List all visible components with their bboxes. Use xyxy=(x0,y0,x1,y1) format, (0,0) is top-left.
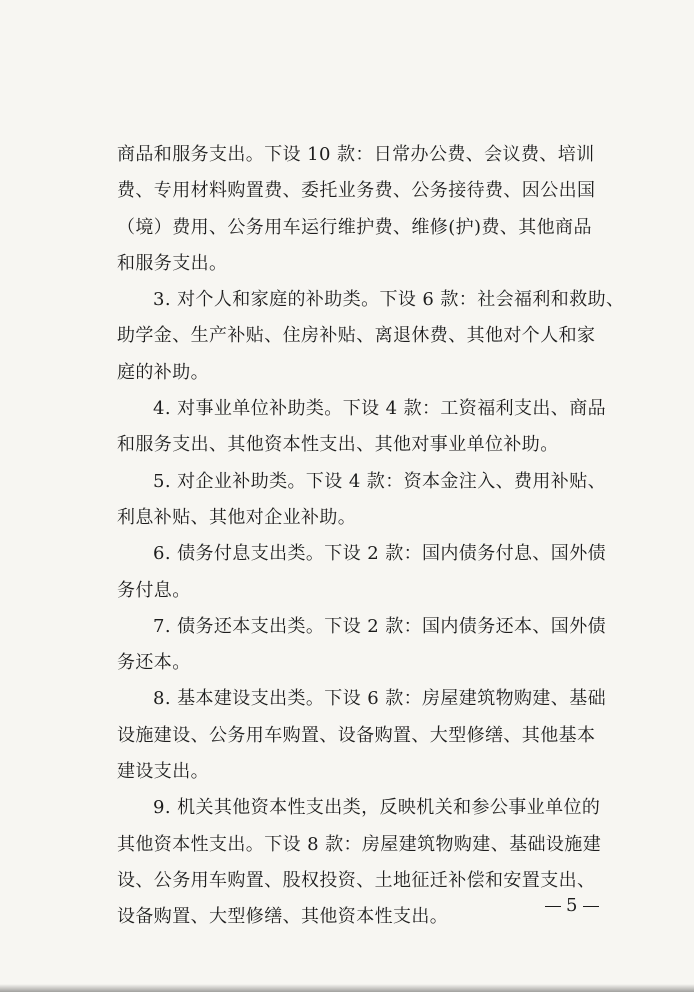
text-line: 设备购置、大型修缮、其他资本性支出。 xyxy=(117,906,449,928)
text-line: 费、专用材料购置费、委托业务费、公务接待费、因公出国 xyxy=(117,180,596,202)
body-text xyxy=(117,137,625,936)
text-line: 庭的补助。 xyxy=(117,361,209,383)
text-line: 利息补贴、其他对企业补助。 xyxy=(117,506,357,528)
text-line: 和服务支出。 xyxy=(117,252,228,274)
text-line: 助学金、生产补贴、住房补贴、离退休费、其他对个人和家 xyxy=(117,325,596,347)
text-line: 务还本。 xyxy=(117,652,191,674)
page-number-dash-right xyxy=(583,906,599,907)
text-line: 9. 机关其他资本性支出类，反映机关和参公事业单位的 xyxy=(153,797,601,819)
page-number-value: 5 xyxy=(566,895,579,916)
text-line: 5. 对企业补助类。下设 4 款：资本金注入、费用补贴、 xyxy=(153,470,606,492)
page-number xyxy=(540,895,604,916)
text-line: 建设支出。 xyxy=(117,761,209,783)
page-number-dash-left xyxy=(545,906,561,907)
text-line: 务付息。 xyxy=(117,579,191,601)
text-line: 7. 债务还本支出类。下设 2 款：国内债务还本、国外债 xyxy=(153,615,606,637)
text-line: 8. 基本建设支出类。下设 6 款：房屋建筑物购建、基础 xyxy=(153,688,606,710)
text-line: 和服务支出、其他资本性支出、其他对事业单位补助。 xyxy=(117,434,559,456)
scan-bottom-edge xyxy=(0,984,694,992)
text-line: 3. 对个人和家庭的补助类。下设 6 款：社会福利和救助、 xyxy=(153,289,625,311)
text-line: 其他资本性支出。下设 8 款：房屋建筑物购建、基础设施建 xyxy=(117,833,602,855)
text-line: （境）费用、公务用车运行维护费、维修(护)费、其他商品 xyxy=(117,216,592,238)
text-line: 4. 对事业单位补助类。下设 4 款：工资福利支出、商品 xyxy=(153,398,606,420)
text-line: 6. 债务付息支出类。下设 2 款：国内债务付息、国外债 xyxy=(153,543,606,565)
text-line: 商品和服务支出。下设 10 款：日常办公费、会议费、培训 xyxy=(117,144,595,165)
text-line: 设施建设、公务用车购置、设备购置、大型修缮、其他基本 xyxy=(117,724,596,746)
text-line: 设、公务用车购置、股权投资、土地征迁补偿和安置支出、 xyxy=(117,869,596,891)
